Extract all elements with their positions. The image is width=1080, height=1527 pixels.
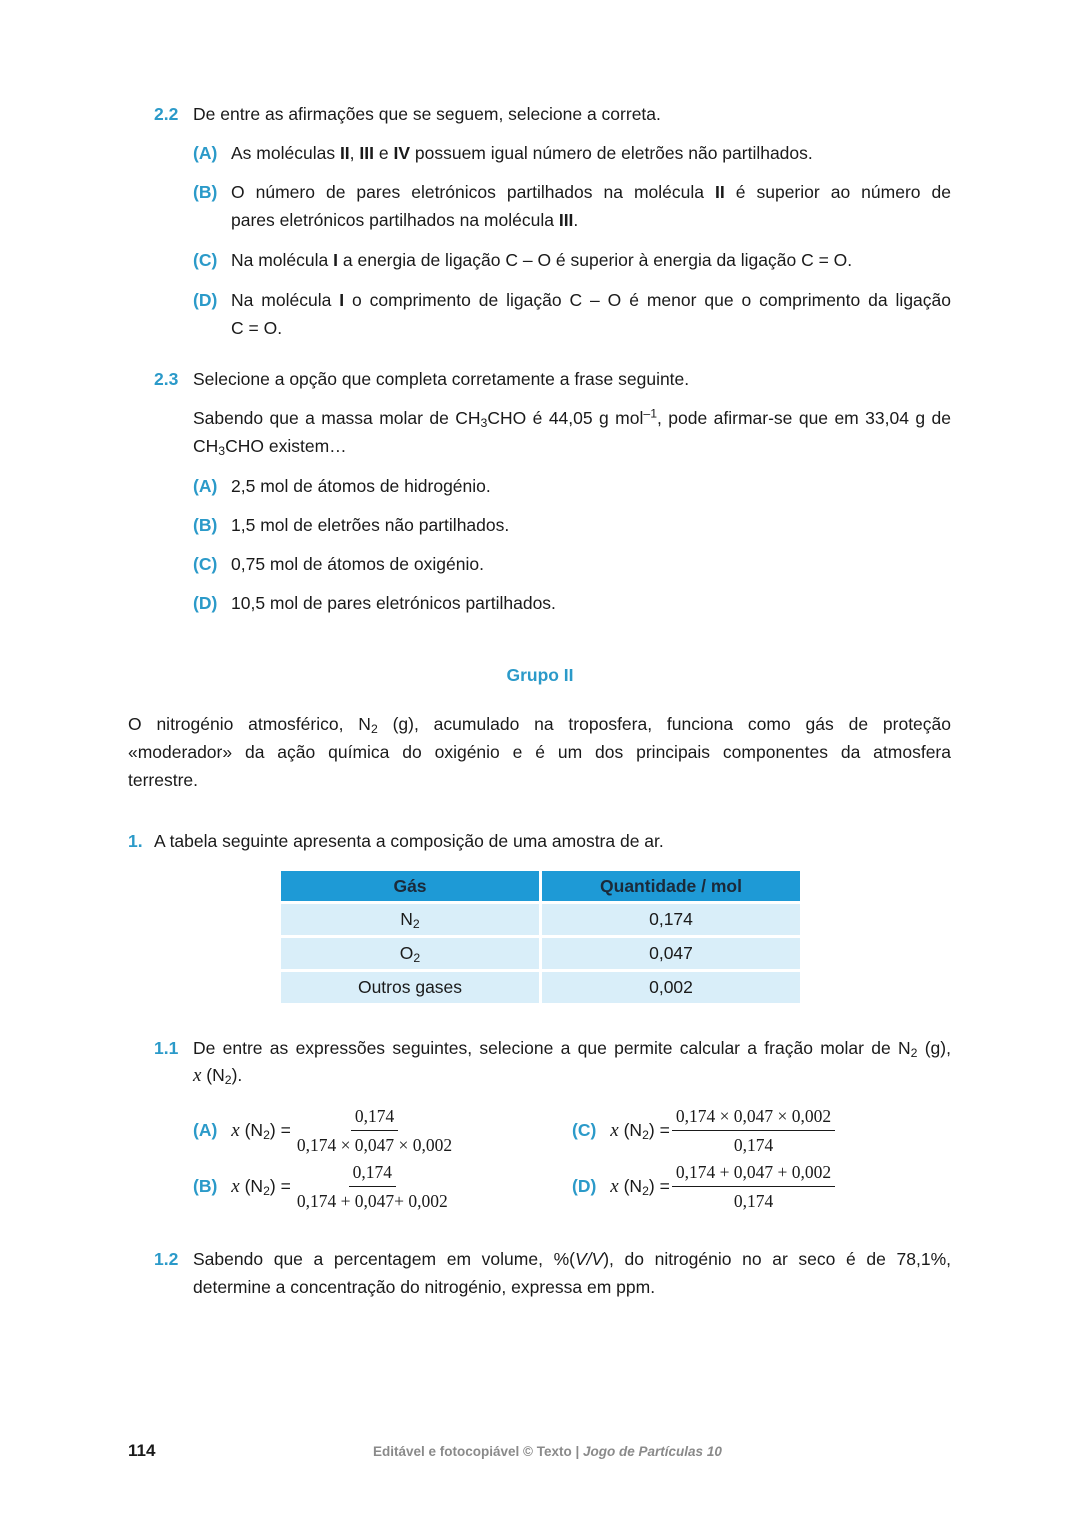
group-title: Grupo II bbox=[506, 665, 574, 685]
table-row bbox=[281, 938, 800, 969]
formula-lhs: x $(N_2)$ = bbox=[231, 1119, 291, 1142]
option-letter: (D) bbox=[572, 1176, 597, 1196]
cell-gas: $O_2$ bbox=[281, 938, 539, 969]
option-text: 0,75 mol de átomos de oxigénio. bbox=[231, 554, 484, 574]
option-text: 10,5 mol de pares eletrónicos partilhados. bbox=[231, 593, 556, 613]
fraction bbox=[672, 1160, 835, 1213]
question-prompt: Selecione a opção que completa corretamente a frase seguinte. bbox=[193, 369, 690, 389]
intro-line: terrestre. bbox=[128, 770, 199, 790]
numerator: 0,174 × 0,047 × 0,002 bbox=[672, 1104, 835, 1131]
question-prompt: A tabela seguinte apresenta a composição de uma amostra de ar. bbox=[154, 831, 664, 851]
fraction bbox=[293, 1104, 456, 1157]
formula-lhs: x $(N_2)$ = bbox=[610, 1175, 670, 1198]
question-number: 1.1 bbox=[154, 1038, 179, 1058]
intro-line: O nitrogénio atmosférico, $N_2$ (g), acumulado na troposfera, funciona como gás de proteção bbox=[128, 714, 951, 737]
option-letter: (B) bbox=[193, 1176, 218, 1196]
denominator: 0,174 × 0,047 × 0,002 bbox=[296, 1135, 453, 1155]
question-number: 2.2 bbox=[154, 104, 179, 124]
option-text-line: O número de pares eletrónicos partilhados na molécula II é superior ao número de bbox=[231, 182, 951, 202]
air-composition-table bbox=[278, 868, 803, 1006]
intro-line: «moderador» da ação química do oxigénio e é um dos principais componentes da atmosfera bbox=[128, 742, 951, 762]
option-letter: (A) bbox=[193, 143, 218, 163]
fraction bbox=[672, 1104, 835, 1157]
option-letter: (A) bbox=[193, 1120, 218, 1140]
cell-quantity: 0,174 bbox=[542, 904, 800, 935]
option-text-line: Na molécula I o comprimento de ligação C – O é menor que o comprimento da ligação bbox=[231, 290, 951, 310]
option-letter: (A) bbox=[193, 476, 218, 496]
table-row bbox=[281, 972, 800, 1003]
option-letter: (C) bbox=[193, 250, 218, 270]
question-number: 1. bbox=[128, 831, 143, 851]
option-letter: (D) bbox=[193, 593, 218, 613]
table-header-row bbox=[281, 871, 800, 901]
denominator: 0,174 + 0,047+ 0,002 bbox=[296, 1191, 448, 1211]
numerator: 0,174 + 0,047 + 0,002 bbox=[672, 1160, 835, 1187]
option-text: Na molécula I a energia de ligação C – O é superior à energia da ligação C = O. bbox=[231, 250, 853, 270]
formula-lhs: x $(N_2)$ = bbox=[610, 1119, 670, 1142]
option-letter: (C) bbox=[193, 554, 218, 574]
option-b[interactable] bbox=[193, 1160, 452, 1213]
option-text: 1,5 mol de eletrões não partilhados. bbox=[231, 515, 510, 535]
formula-lhs: x $(N_2)$ = bbox=[231, 1175, 291, 1198]
denominator: 0,174 bbox=[733, 1191, 774, 1211]
option-text: As moléculas II, III e IV possuem igual número de eletrões não partilhados. bbox=[231, 143, 813, 163]
option-text-line: C = O. bbox=[231, 318, 283, 338]
option-text: 2,5 mol de átomos de hidrogénio. bbox=[231, 476, 491, 496]
option-d[interactable] bbox=[572, 1160, 835, 1213]
column-header-gas: Gás bbox=[281, 871, 539, 901]
column-header-quantity: Quantidade / mol bbox=[542, 871, 800, 901]
question-number: 1.2 bbox=[154, 1249, 179, 1269]
option-letter: (B) bbox=[193, 182, 218, 202]
question-prompt: De entre as afirmações que se seguem, selecione a correta. bbox=[193, 104, 661, 124]
question-prompt-line: determine a concentração do nitrogénio, expressa em ppm. bbox=[193, 1277, 656, 1297]
table-row bbox=[281, 904, 800, 935]
question-prompt-line: x $(N_2)$. bbox=[193, 1065, 243, 1088]
cell-gas: $N_2$ bbox=[281, 904, 539, 935]
option-letter: (C) bbox=[572, 1120, 597, 1140]
cell-gas: Outros gases bbox=[281, 972, 539, 1003]
option-text-line: pares eletrónicos partilhados na molécula III. bbox=[231, 210, 579, 230]
option-letter: (B) bbox=[193, 515, 218, 535]
question-stem-line: Sabendo que a massa molar de $CH_3CHO$ é 44,05 g mol$^{-1}$, pode afirmar-se que em 33,04 g de bbox=[193, 406, 951, 431]
question-number: 2.3 bbox=[154, 369, 179, 389]
question-prompt-line: Sabendo que a percentagem em volume, %(V/V), do nitrogénio no ar seco é de 78,1%, bbox=[193, 1249, 951, 1269]
numerator: 0,174 bbox=[351, 1104, 398, 1131]
question-stem-line: $CH_3CHO$ existem… bbox=[193, 436, 347, 459]
numerator: 0,174 bbox=[349, 1160, 396, 1187]
cell-quantity: 0,047 bbox=[542, 938, 800, 969]
cell-quantity: 0,002 bbox=[542, 972, 800, 1003]
denominator: 0,174 bbox=[733, 1135, 774, 1155]
page-number: 114 bbox=[128, 1441, 156, 1460]
option-a[interactable] bbox=[193, 1104, 456, 1157]
question-prompt-line: De entre as expressões seguintes, selecione a que permite calcular a fração molar de $N_2$ (g), bbox=[193, 1038, 951, 1061]
fraction bbox=[293, 1160, 452, 1213]
option-c[interactable] bbox=[572, 1104, 835, 1157]
option-letter: (D) bbox=[193, 290, 218, 310]
footer-credit: Editável e fotocopiável © Texto | Jogo de Partículas 10 bbox=[373, 1444, 722, 1459]
